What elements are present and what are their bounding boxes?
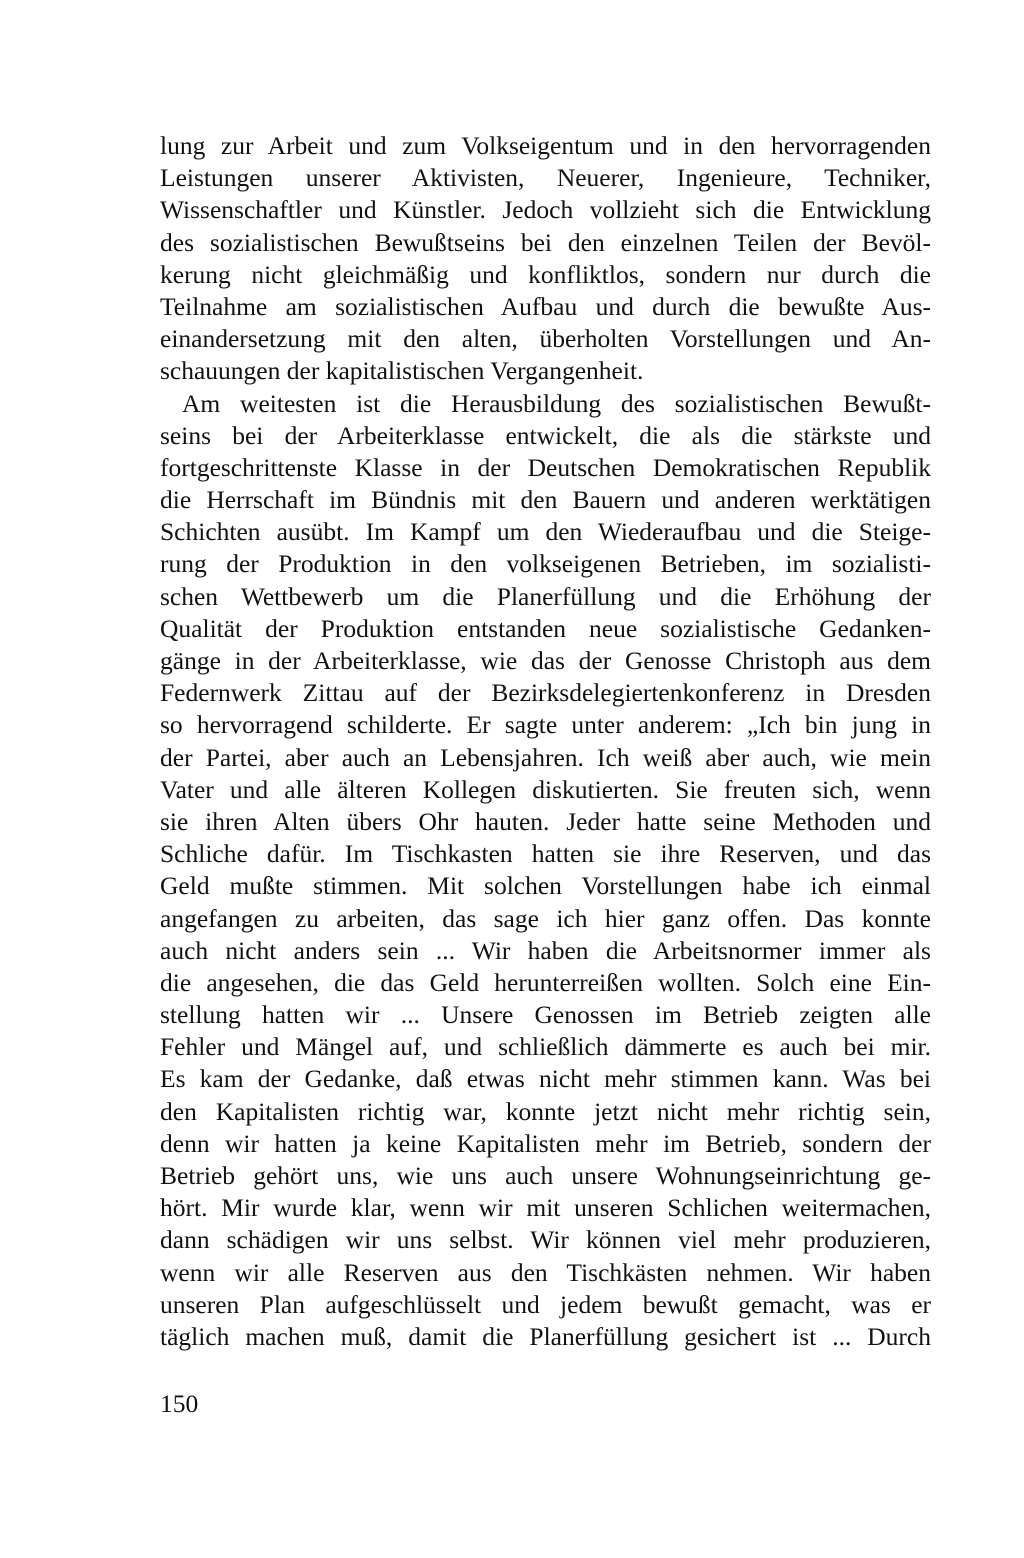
text-line: angefangen zu arbeiten, das sage ich hier ganz offen. Das konnte <box>160 903 931 933</box>
text-line: Wissenschaftler und Künstler. Jedoch vollzieht sich die Entwicklung <box>160 195 931 225</box>
text-line: unseren Plan aufgeschlüsselt und jedem bewußt gemacht, was er <box>160 1289 931 1319</box>
text-line: lung zur Arbeit und zum Volkseigentum und in den hervorragenden <box>160 131 931 160</box>
text-line: kerung nicht gleichmäßig und konfliktlos, sondern nur durch die <box>160 259 931 289</box>
text-line: hört. Mir wurde klar, wenn wir mit unseren Schlichen weitermachen, <box>160 1193 931 1223</box>
text-line: gänge in der Arbeiterklasse, wie das der Genosse Christoph aus dem <box>160 646 931 675</box>
text-line: Fehler und Mängel auf, und schließlich dämmerte es auch bei mir. <box>160 1032 931 1062</box>
text-line: Schichten ausübt. Im Kampf um den Wiederaufbau und die Steige- <box>160 517 931 547</box>
text-line: stellung hatten wir ... Unsere Genossen im Betrieb zeigten alle <box>160 1000 931 1030</box>
text-line: fortgeschrittenste Klasse in der Deutschen Demokratischen Republik <box>160 452 931 482</box>
text-line: seins bei der Arbeiterklasse entwickelt, die als die stärkste und <box>160 420 931 450</box>
body-text <box>160 130 931 1353</box>
text-line: so hervorragend schilderte. Er sagte unter anderem: „Ich bin jung in <box>160 710 931 740</box>
text-line: des sozialistischen Bewußtseins bei den einzelnen Teilen der Bevöl- <box>160 227 931 257</box>
text-line: schauungen der kapitalistischen Vergangenheit. <box>160 356 644 386</box>
text-line: Am weitesten ist die Herausbildung des sozialistischen Bewußt- <box>182 388 931 418</box>
text-line: denn wir hatten ja keine Kapitalisten mehr im Betrieb, sondern der <box>160 1128 931 1158</box>
text-line: Leistungen unserer Aktivisten, Neuerer, Ingenieure, Techniker, <box>160 163 931 193</box>
text-line: sie ihren Alten übers Ohr hauten. Jeder hatte seine Methoden und <box>160 806 931 836</box>
text-line: Schliche dafür. Im Tischkasten hatten sie ihre Reserven, und das <box>160 839 931 869</box>
text-line: die Herrschaft im Bündnis mit den Bauern und anderen werktätigen <box>160 485 931 515</box>
text-line: dann schädigen wir uns selbst. Wir können viel mehr produzieren, <box>160 1225 931 1255</box>
text-line: den Kapitalisten richtig war, konnte jetzt nicht mehr richtig sein, <box>160 1096 931 1126</box>
page-number: 150 <box>160 1389 199 1418</box>
text-line: schen Wettbewerb um die Planerfüllung und die Erhöhung der <box>160 581 931 611</box>
text-line: einandersetzung mit den alten, überholten Vorstellungen und An- <box>160 324 931 354</box>
text-line: die angesehen, die das Geld herunterreißen wollten. Solch eine Ein- <box>160 967 931 997</box>
text-line: wenn wir alle Reserven aus den Tischkästen nehmen. Wir haben <box>160 1257 931 1287</box>
text-line: Qualität der Produktion entstanden neue sozialistische Gedanken- <box>160 613 931 643</box>
text-line: täglich machen muß, damit die Planerfüllung gesichert ist ... Durch <box>160 1321 931 1351</box>
text-line: Geld mußte stimmen. Mit solchen Vorstellungen habe ich einmal <box>160 871 931 901</box>
text-line: Teilnahme am sozialistischen Aufbau und durch die bewußte Aus- <box>160 291 931 321</box>
text-line: rung der Produktion in den volkseigenen Betrieben, im sozialisti- <box>160 549 931 579</box>
text-line: auch nicht anders sein ... Wir haben die Arbeitsnormer immer als <box>160 935 931 965</box>
text-line: der Partei, aber auch an Lebensjahren. Ich weiß aber auch, wie mein <box>160 742 931 772</box>
text-line: Betrieb gehört uns, wie uns auch unsere Wohnungseinrichtung ge- <box>160 1161 931 1190</box>
text-line: Es kam der Gedanke, daß etwas nicht mehr stimmen kann. Was bei <box>160 1064 931 1094</box>
text-line: Vater und alle älteren Kollegen diskutierten. Sie freuten sich, wenn <box>160 774 931 804</box>
text-line: Federnwerk Zittau auf der Bezirksdelegiertenkonferenz in Dresden <box>160 678 931 708</box>
